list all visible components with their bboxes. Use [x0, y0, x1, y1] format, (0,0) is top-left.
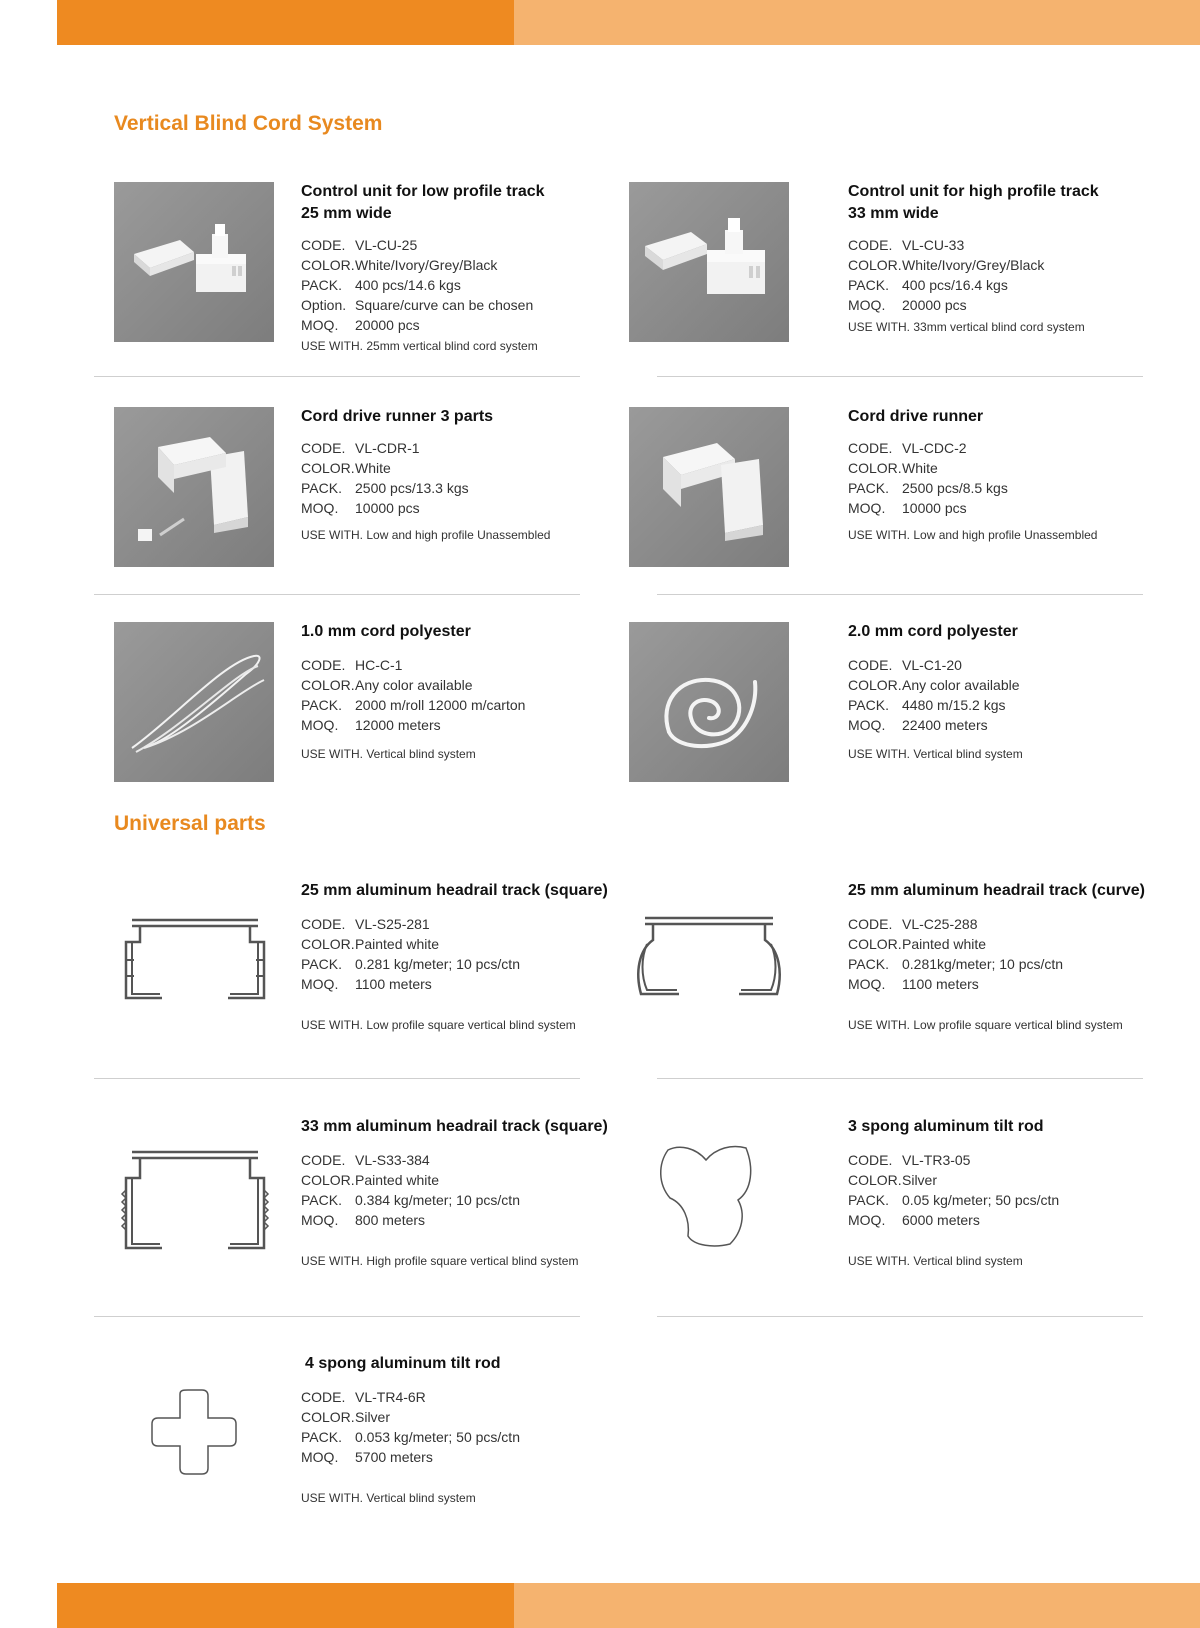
product-title-line-1: Control unit for low profile track	[301, 183, 545, 200]
spec-label: COLOR.	[848, 460, 902, 476]
banner-light-segment	[514, 1583, 1200, 1628]
product-title: 4 spong aluminum tilt rod	[305, 1355, 501, 1372]
product-title	[848, 181, 1168, 225]
use-with-label: USE WITH.	[848, 320, 910, 334]
spec-label: CODE.	[301, 657, 346, 673]
use-with	[848, 1018, 1168, 1032]
spec-color	[301, 255, 601, 275]
spec-pack	[848, 1190, 1168, 1210]
spec-value: Silver	[355, 1409, 391, 1425]
spec-label: PACK.	[301, 480, 342, 496]
spec-label: CODE.	[848, 916, 893, 932]
product-title: Cord drive runner 3 parts	[301, 408, 494, 425]
spec-moq	[848, 715, 1168, 735]
spec-value: VL-CU-33	[902, 237, 965, 253]
spec-value: Painted white	[355, 936, 440, 952]
spec-pack	[301, 1190, 621, 1210]
use-with	[848, 320, 1168, 334]
product-info-control-unit-low	[301, 181, 601, 353]
spec-color	[301, 458, 601, 478]
product-info-33mm-square-track	[301, 1116, 621, 1268]
spec-value: 0.05 kg/meter; 50 pcs/ctn	[902, 1192, 1060, 1208]
product-title: 33 mm aluminum headrail track (square)	[301, 1118, 608, 1135]
product-info-25mm-curve-track	[848, 880, 1168, 1032]
spec-value: 0.384 kg/meter; 10 pcs/ctn	[355, 1192, 520, 1208]
spec-label: PACK.	[848, 480, 889, 496]
spec-color	[301, 1170, 621, 1190]
spec-value: 5700 meters	[355, 1449, 433, 1465]
use-with-value: Vertical blind system	[913, 747, 1023, 761]
spec-label: CODE.	[301, 1152, 346, 1168]
use-with-value: Low and high profile Unassembled	[366, 528, 551, 542]
spec-label: MOQ.	[848, 976, 886, 992]
section-title-cord-system: Vertical Blind Cord System	[114, 112, 383, 135]
use-with-value: Vertical blind system	[913, 1254, 1023, 1268]
spec-value: VL-CU-25	[355, 237, 418, 253]
use-with-value: Low profile square vertical blind system	[366, 1018, 576, 1032]
spec-code	[301, 1387, 625, 1407]
row-divider	[657, 594, 1143, 595]
spec-color	[848, 255, 1168, 275]
use-with-label: USE WITH.	[301, 528, 363, 542]
use-with-label: USE WITH.	[848, 1254, 910, 1268]
spec-value: VL-CDC-2	[902, 440, 967, 456]
spec-value: Square/curve can be chosen	[355, 297, 534, 313]
spec-value: 12000 meters	[355, 717, 441, 733]
spec-value: 800 meters	[355, 1212, 426, 1228]
banner-dark-segment	[57, 0, 514, 45]
spec-pack	[848, 695, 1168, 715]
spec-label: PACK.	[301, 956, 342, 972]
spec-value: White	[902, 460, 938, 476]
spec-label: COLOR.	[301, 1409, 355, 1425]
spec-label: COLOR.	[301, 460, 355, 476]
spec-value: Painted white	[355, 1172, 440, 1188]
spec-moq	[301, 498, 601, 518]
use-with-value: Vertical blind system	[366, 747, 476, 761]
spec-moq	[301, 715, 601, 735]
spec-value: 0.053 kg/meter; 50 pcs/ctn	[355, 1429, 520, 1445]
bottom-banner	[57, 1583, 1200, 1628]
spec-option	[301, 295, 601, 315]
spec-value: 400 pcs/14.6 kgs	[355, 277, 461, 293]
spec-value: White/Ivory/Grey/Black	[902, 257, 1045, 273]
spec-pack	[301, 478, 601, 498]
use-with-value: 33mm vertical blind cord system	[913, 320, 1085, 334]
spec-value: VL-S25-281	[355, 916, 430, 932]
spec-moq	[301, 974, 621, 994]
spec-code	[848, 655, 1168, 675]
top-banner	[57, 0, 1200, 45]
spec-value: 2500 pcs/13.3 kgs	[355, 480, 469, 496]
drawing-25mm-curve-track	[629, 900, 789, 1060]
drawing-3-spong-tilt-rod	[650, 1140, 810, 1300]
spec-code	[301, 235, 601, 255]
spec-value: 4480 m/15.2 kgs	[902, 697, 1006, 713]
spec-label: COLOR.	[301, 257, 355, 273]
spec-pack	[301, 1427, 625, 1447]
row-divider	[657, 376, 1143, 377]
spec-code	[301, 1150, 621, 1170]
spec-label: CODE.	[848, 1152, 893, 1168]
spec-code	[848, 1150, 1168, 1170]
product-info-cord-drive-runner-3-parts	[301, 406, 601, 542]
use-with	[848, 528, 1168, 542]
use-with-value: Low and high profile Unassembled	[913, 528, 1098, 542]
spec-pack	[848, 954, 1168, 974]
use-with-label: USE WITH.	[301, 1254, 363, 1268]
use-with-label: USE WITH.	[848, 1018, 910, 1032]
product-photo-control-unit-high	[629, 182, 789, 342]
spec-moq	[301, 1447, 625, 1467]
product-info-cord-drive-runner	[848, 406, 1168, 542]
banner-light-segment	[514, 0, 1200, 45]
spec-code	[301, 438, 601, 458]
product-info-control-unit-high	[848, 181, 1168, 334]
spec-value: 22400 meters	[902, 717, 988, 733]
spec-code	[848, 914, 1168, 934]
spec-value: Any color available	[902, 677, 1020, 693]
spec-value: VL-C1-20	[902, 657, 962, 673]
product-title: 3 spong aluminum tilt rod	[848, 1118, 1044, 1135]
row-divider	[94, 594, 580, 595]
spec-color	[848, 458, 1168, 478]
use-with	[301, 1491, 625, 1505]
spec-pack	[848, 478, 1168, 498]
spec-code	[301, 914, 621, 934]
spec-value: 1100 meters	[902, 976, 979, 992]
use-with-value: 25mm vertical blind cord system	[366, 339, 538, 353]
spec-label: COLOR.	[301, 677, 355, 693]
spec-label: COLOR.	[301, 936, 355, 952]
product-photo-cord-drive-runner	[629, 407, 789, 567]
spec-label: PACK.	[848, 697, 889, 713]
use-with-label: USE WITH.	[301, 339, 363, 353]
product-title: 25 mm aluminum headrail track (curve)	[848, 882, 1145, 899]
spec-label: CODE.	[848, 657, 893, 673]
row-divider	[94, 376, 580, 377]
spec-label: COLOR.	[301, 1172, 355, 1188]
use-with	[301, 1254, 621, 1268]
use-with	[301, 747, 601, 761]
spec-pack	[848, 275, 1168, 295]
use-with-label: USE WITH.	[848, 528, 910, 542]
spec-pack	[301, 954, 621, 974]
spec-label: PACK.	[301, 277, 342, 293]
spec-label: CODE.	[301, 916, 346, 932]
use-with-value: Vertical blind system	[366, 1491, 476, 1505]
spec-moq	[301, 315, 601, 335]
product-title-line-2: 33 mm wide	[848, 205, 939, 222]
spec-label: MOQ.	[301, 317, 339, 333]
use-with-value: High profile square vertical blind system	[366, 1254, 579, 1268]
spec-label: PACK.	[848, 956, 889, 972]
spec-label: PACK.	[848, 277, 889, 293]
spec-value: Silver	[902, 1172, 938, 1188]
spec-label: CODE.	[848, 440, 893, 456]
spec-pack	[301, 695, 601, 715]
spec-code	[848, 438, 1168, 458]
spec-label: MOQ.	[301, 717, 339, 733]
product-title: 25 mm aluminum headrail track (square)	[301, 882, 608, 899]
spec-label: PACK.	[301, 1192, 342, 1208]
spec-code	[301, 655, 601, 675]
product-photo-control-unit-low	[114, 182, 274, 342]
spec-value: 10000 pcs	[355, 500, 420, 516]
row-divider	[94, 1078, 580, 1079]
spec-code	[848, 235, 1168, 255]
use-with	[848, 747, 1168, 761]
spec-value: 20000 pcs	[355, 317, 420, 333]
banner-dark-segment	[57, 1583, 514, 1628]
use-with-label: USE WITH.	[301, 1018, 363, 1032]
product-title	[301, 181, 601, 225]
product-title: 2.0 mm cord polyester	[848, 623, 1018, 640]
spec-value: Any color available	[355, 677, 473, 693]
spec-value: 2500 pcs/8.5 kgs	[902, 480, 1008, 496]
spec-value: 0.281kg/meter; 10 pcs/ctn	[902, 956, 1064, 972]
use-with	[301, 339, 601, 353]
spec-pack	[301, 275, 601, 295]
spec-label: MOQ.	[848, 500, 886, 516]
product-info-4-spong-tilt-rod	[301, 1353, 625, 1505]
spec-value: White/Ivory/Grey/Black	[355, 257, 498, 273]
spec-value: VL-TR3-05	[902, 1152, 971, 1168]
spec-label: CODE.	[301, 1389, 346, 1405]
spec-label: CODE.	[848, 237, 893, 253]
product-title-line-1: Control unit for high profile track	[848, 183, 1099, 200]
product-info-3-spong-tilt-rod	[848, 1116, 1168, 1268]
product-title-line-2: 25 mm wide	[301, 205, 392, 222]
spec-label: PACK.	[301, 1429, 342, 1445]
section-title-universal-parts: Universal parts	[114, 812, 266, 835]
spec-value: 6000 meters	[902, 1212, 980, 1228]
spec-label: Option.	[301, 297, 347, 313]
product-title: 1.0 mm cord polyester	[301, 623, 471, 640]
row-divider	[94, 1316, 580, 1317]
spec-label: PACK.	[848, 1192, 889, 1208]
spec-label: COLOR.	[848, 936, 902, 952]
spec-label: PACK.	[301, 697, 342, 713]
product-info-1mm-cord	[301, 621, 601, 761]
spec-label: MOQ.	[848, 297, 886, 313]
product-photo-cord-drive-runner-3-parts	[114, 407, 274, 567]
spec-label: COLOR.	[848, 1172, 902, 1188]
row-divider	[657, 1078, 1143, 1079]
spec-color	[301, 675, 601, 695]
spec-value: 0.281 kg/meter; 10 pcs/ctn	[355, 956, 520, 972]
spec-label: CODE.	[301, 440, 346, 456]
spec-value: White	[355, 460, 391, 476]
spec-moq	[848, 974, 1168, 994]
spec-label: COLOR.	[848, 677, 902, 693]
spec-color	[848, 675, 1168, 695]
spec-moq	[848, 498, 1168, 518]
spec-value: VL-TR4-6R	[355, 1389, 426, 1405]
spec-value: VL-S33-384	[355, 1152, 430, 1168]
spec-value: 1100 meters	[355, 976, 432, 992]
use-with-label: USE WITH.	[848, 747, 910, 761]
use-with	[301, 528, 601, 542]
product-photo-2mm-cord	[629, 622, 789, 782]
spec-label: MOQ.	[301, 1212, 339, 1228]
spec-moq	[848, 295, 1168, 315]
use-with-label: USE WITH.	[301, 747, 363, 761]
use-with-value: Low profile square vertical blind system	[913, 1018, 1123, 1032]
spec-value: 400 pcs/16.4 kgs	[902, 277, 1008, 293]
spec-value: Painted white	[902, 936, 987, 952]
spec-value: 10000 pcs	[902, 500, 967, 516]
product-title: Cord drive runner	[848, 408, 984, 425]
use-with-label: USE WITH.	[301, 1491, 363, 1505]
product-photo-1mm-cord	[114, 622, 274, 782]
drawing-4-spong-tilt-rod	[150, 1388, 310, 1548]
spec-value: VL-CDR-1	[355, 440, 420, 456]
spec-value: 2000 m/roll 12000 m/carton	[355, 697, 526, 713]
spec-label: MOQ.	[848, 1212, 886, 1228]
spec-label: CODE.	[301, 237, 346, 253]
spec-moq	[301, 1210, 621, 1230]
spec-label: COLOR.	[848, 257, 902, 273]
use-with	[848, 1254, 1168, 1268]
spec-value: HC-C-1	[355, 657, 403, 673]
spec-label: MOQ.	[301, 500, 339, 516]
spec-color	[848, 1170, 1168, 1190]
drawing-33mm-square-track	[114, 1140, 274, 1300]
row-divider	[657, 1316, 1143, 1317]
spec-label: MOQ.	[301, 1449, 339, 1465]
spec-color	[848, 934, 1168, 954]
spec-color	[301, 934, 621, 954]
spec-value: 20000 pcs	[902, 297, 967, 313]
drawing-25mm-square-track	[114, 900, 274, 1060]
spec-value: VL-C25-288	[902, 916, 978, 932]
product-info-25mm-square-track	[301, 880, 621, 1032]
use-with	[301, 1018, 621, 1032]
spec-label: MOQ.	[301, 976, 339, 992]
spec-color	[301, 1407, 625, 1427]
spec-moq	[848, 1210, 1168, 1230]
spec-label: MOQ.	[848, 717, 886, 733]
product-info-2mm-cord	[848, 621, 1168, 761]
